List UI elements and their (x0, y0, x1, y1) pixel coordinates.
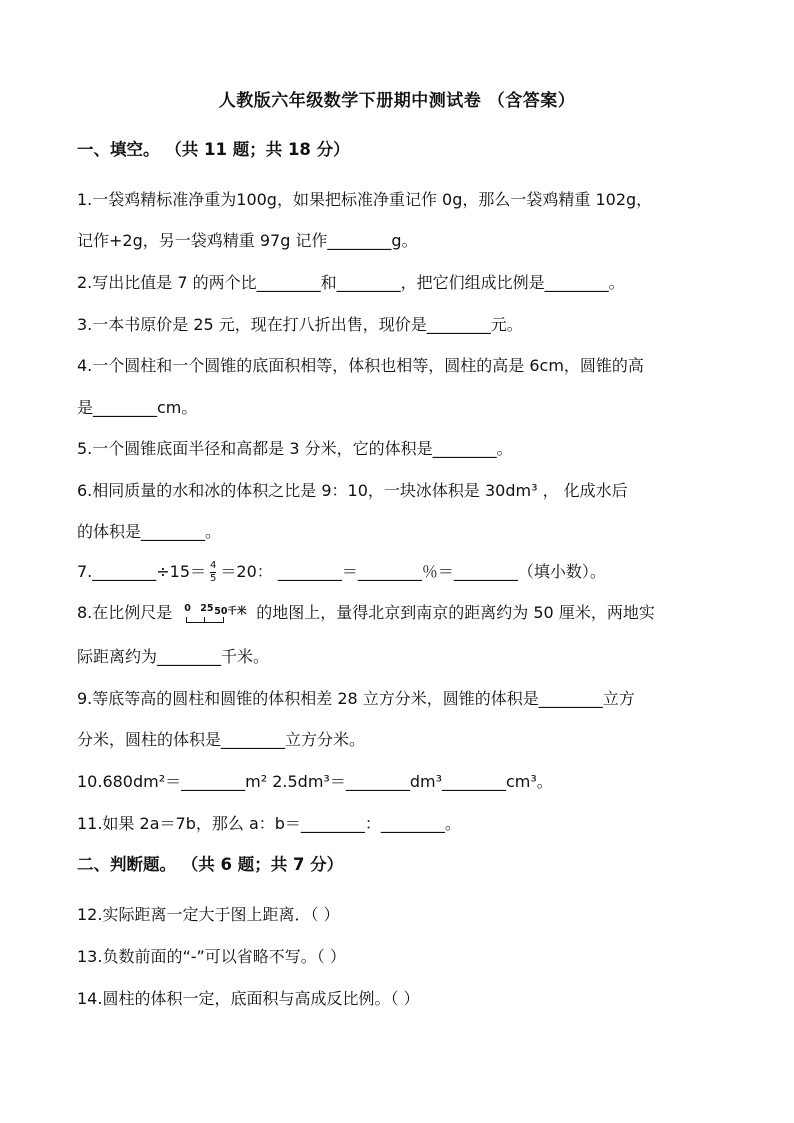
question-7 (77, 559, 606, 584)
question-2: 2.写出比值是 7 的两个比________和________，把它们组成比例是________。 (77, 273, 625, 292)
question-9-line-1: 9.等底等高的圆柱和圆锥的体积相差 28 立方分米，圆锥的体积是________立方 (77, 689, 635, 708)
question-11: 11.如果 2a＝7b，那么 a：b＝________：________。 (77, 814, 461, 833)
question-8-prefix: 8.在比例尺是 (77, 603, 173, 622)
scale-rule (186, 617, 224, 623)
question-14: 14.圆柱的体积一定，底面积与高成反比例。（ ） (77, 989, 420, 1008)
question-5: 5.一个圆锥底面半径和高都是 3 分米，它的体积是________。 (77, 439, 513, 458)
question-6-line-1: 6.相同质量的水和冰的体积之比是 9：10，一块冰体积是 30dm³ ， 化成水后 (77, 481, 628, 500)
scale-label-50: 50千米 (214, 605, 247, 617)
question-12: 12.实际距离一定大于图上距离．（ ） (77, 905, 340, 924)
question-7-suffix: ＝20： ________＝________％＝________（填小数）。 (220, 562, 606, 581)
question-9-line-2: 分米，圆柱的体积是________立方分米。 (77, 730, 366, 749)
question-6-line-2: 的体积是________。 (77, 522, 222, 541)
fraction-numerator: 4 (210, 560, 217, 571)
section-heading-fill-blank: 一、填空。 （共 11 题；共 18 分） (77, 140, 350, 159)
scale-tick (204, 617, 205, 622)
question-7-prefix: 7.________÷15＝ (77, 562, 207, 581)
page-title: 人教版六年级数学下册期中测试卷 （含答案） (218, 91, 576, 111)
fraction-denominator: 5 (210, 573, 217, 584)
question-4-line-2: 是________cm。 (77, 398, 198, 417)
question-8-line-1 (77, 600, 655, 625)
section-heading-true-false: 二、判断题。 （共 6 题；共 7 分） (77, 855, 344, 874)
question-1-line-1: 1.一袋鸡精标准净重为100g，如果把标准净重记作 0g，那么一袋鸡精重 102g， (77, 190, 653, 209)
question-8-line-2: 际距离约为________千米。 (77, 647, 270, 666)
question-10: 10.680dm²＝________m² 2.5dm³＝________dm³________cm³。 (77, 772, 553, 791)
question-3: 3.一本书原价是 25 元，现在打八折出售，现价是________元。 (77, 315, 523, 334)
question-4-line-1: 4.一个圆柱和一个圆锥的底面积相等，体积也相等，圆柱的高是 6cm，圆锥的高 (77, 356, 644, 375)
scale-label-25: 25 (200, 602, 214, 614)
fraction (210, 561, 216, 584)
question-1-line-2: 记作+2g，另一袋鸡精重 97g 记作________g。 (77, 231, 418, 250)
question-8-suffix: 的地图上，量得北京到南京的距离约为 50 厘米，两地实 (256, 603, 655, 622)
question-13: 13.负数前面的“-”可以省略不写。（ ） (77, 947, 346, 966)
scale-bar (184, 603, 252, 625)
scale-label-0: 0 (184, 602, 191, 614)
